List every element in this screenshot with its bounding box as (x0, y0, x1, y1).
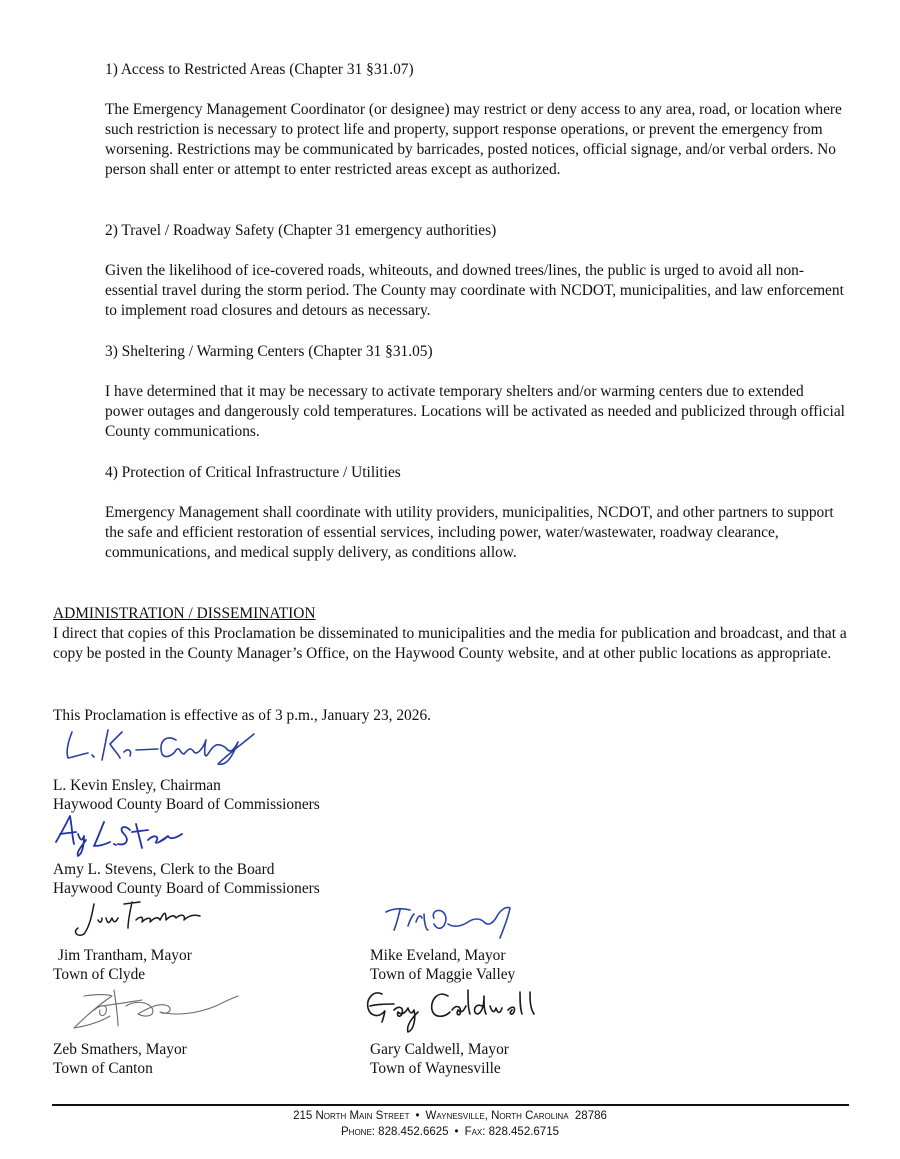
footer-contact (0, 1124, 900, 1140)
section-2-body: Given the likelihood of ice-covered roads, whiteouts, and downed trees/lines, the public is urged to avoid all non-essential travel during the storm period. The County may coordinate with NCDOT, municipalities, and law enforcement to implement road closures and detours as necessary. (105, 262, 844, 319)
signatory-ensley-name: L. Kevin Ensley, Chairman (53, 777, 221, 794)
section-3-heading: 3) Sheltering / Warming Centers (Chapter 31 §31.05) (105, 343, 433, 360)
section-4-heading: 4) Protection of Critical Infrastructure / Utilities (105, 464, 401, 481)
footer-fax: Fax: 828.452.6715 (464, 1126, 559, 1138)
footer-city: Waynesville, North Carolina 28786 (425, 1110, 607, 1122)
section-2-heading: 2) Travel / Roadway Safety (Chapter 31 emergency authorities) (105, 222, 497, 239)
footer-rule (52, 1104, 849, 1106)
signatory-eveland-name: Mike Eveland, Mayor (370, 947, 506, 964)
signatory-ensley-org: Haywood County Board of Commissioners (53, 796, 320, 813)
signatory-stevens-org: Haywood County Board of Commissioners (53, 880, 320, 897)
section-3-body: I have determined that it may be necessary to activate temporary shelters and/or warming centers due to extended power outages and dangerously cold temperatures. Locations will be activated as needed and publicized through official County communications. (105, 383, 845, 440)
section-4-body: Emergency Management shall coordinate with utility providers, municipalities, NCDOT, and other partners to support the safe and efficient restoration of essential services, including power, water/wastewater, roadway clearance, communications, and medical supply delivery, as conditions allow. (105, 504, 834, 561)
signature-ensley (58, 724, 258, 768)
signatory-eveland-org: Town of Maggie Valley (370, 966, 516, 983)
signatory-caldwell-org: Town of Waynesville (370, 1060, 501, 1077)
signatory-trantham-name: Jim Trantham, Mayor (58, 947, 192, 964)
section-1-body: The Emergency Management Coordinator (or designee) may restrict or deny access to any area, road, or location where such restriction is necessary to protect life and property, support response operations, or prevent the emergency from worsening. Restrictions may be communicated by barricades, posted notices, official signage, and/or verbal orders. No person shall enter or attempt to enter restricted areas except as authorized. (105, 101, 842, 178)
administration-title: ADMINISTRATION / DISSEMINATION (53, 605, 316, 622)
signature-eveland (384, 900, 524, 942)
administration-body: I direct that copies of this Proclamation be disseminated to municipalities and the media for publication and broadcast, and that a copy be posted in the County Manager’s Office, on the Haywood County website, and at other public locations as appropriate. (53, 625, 847, 662)
signatory-trantham-org: Town of Clyde (53, 966, 146, 983)
signature-stevens (52, 812, 192, 860)
signatory-stevens-name: Amy L. Stevens, Clerk to the Board (53, 861, 275, 878)
signatory-smathers-org: Town of Canton (53, 1060, 153, 1077)
signatory-smathers-name: Zeb Smathers, Mayor (53, 1041, 187, 1058)
effective-statement: This Proclamation is effective as of 3 p.m., January 23, 2026. (53, 707, 431, 724)
footer-bullet-1: • (415, 1110, 420, 1122)
footer-street: 215 North Main Street (293, 1110, 410, 1122)
footer-phone: Phone: 828.452.6625 (341, 1126, 449, 1138)
signature-caldwell (360, 986, 550, 1038)
signature-trantham (66, 898, 206, 940)
section-1-heading: 1) Access to Restricted Areas (Chapter 31 §31.07) (105, 61, 414, 78)
footer-address (0, 1108, 900, 1124)
footer-bullet-2: • (454, 1126, 459, 1138)
signatory-caldwell-name: Gary Caldwell, Mayor (370, 1041, 509, 1058)
signature-smathers (56, 986, 241, 1036)
